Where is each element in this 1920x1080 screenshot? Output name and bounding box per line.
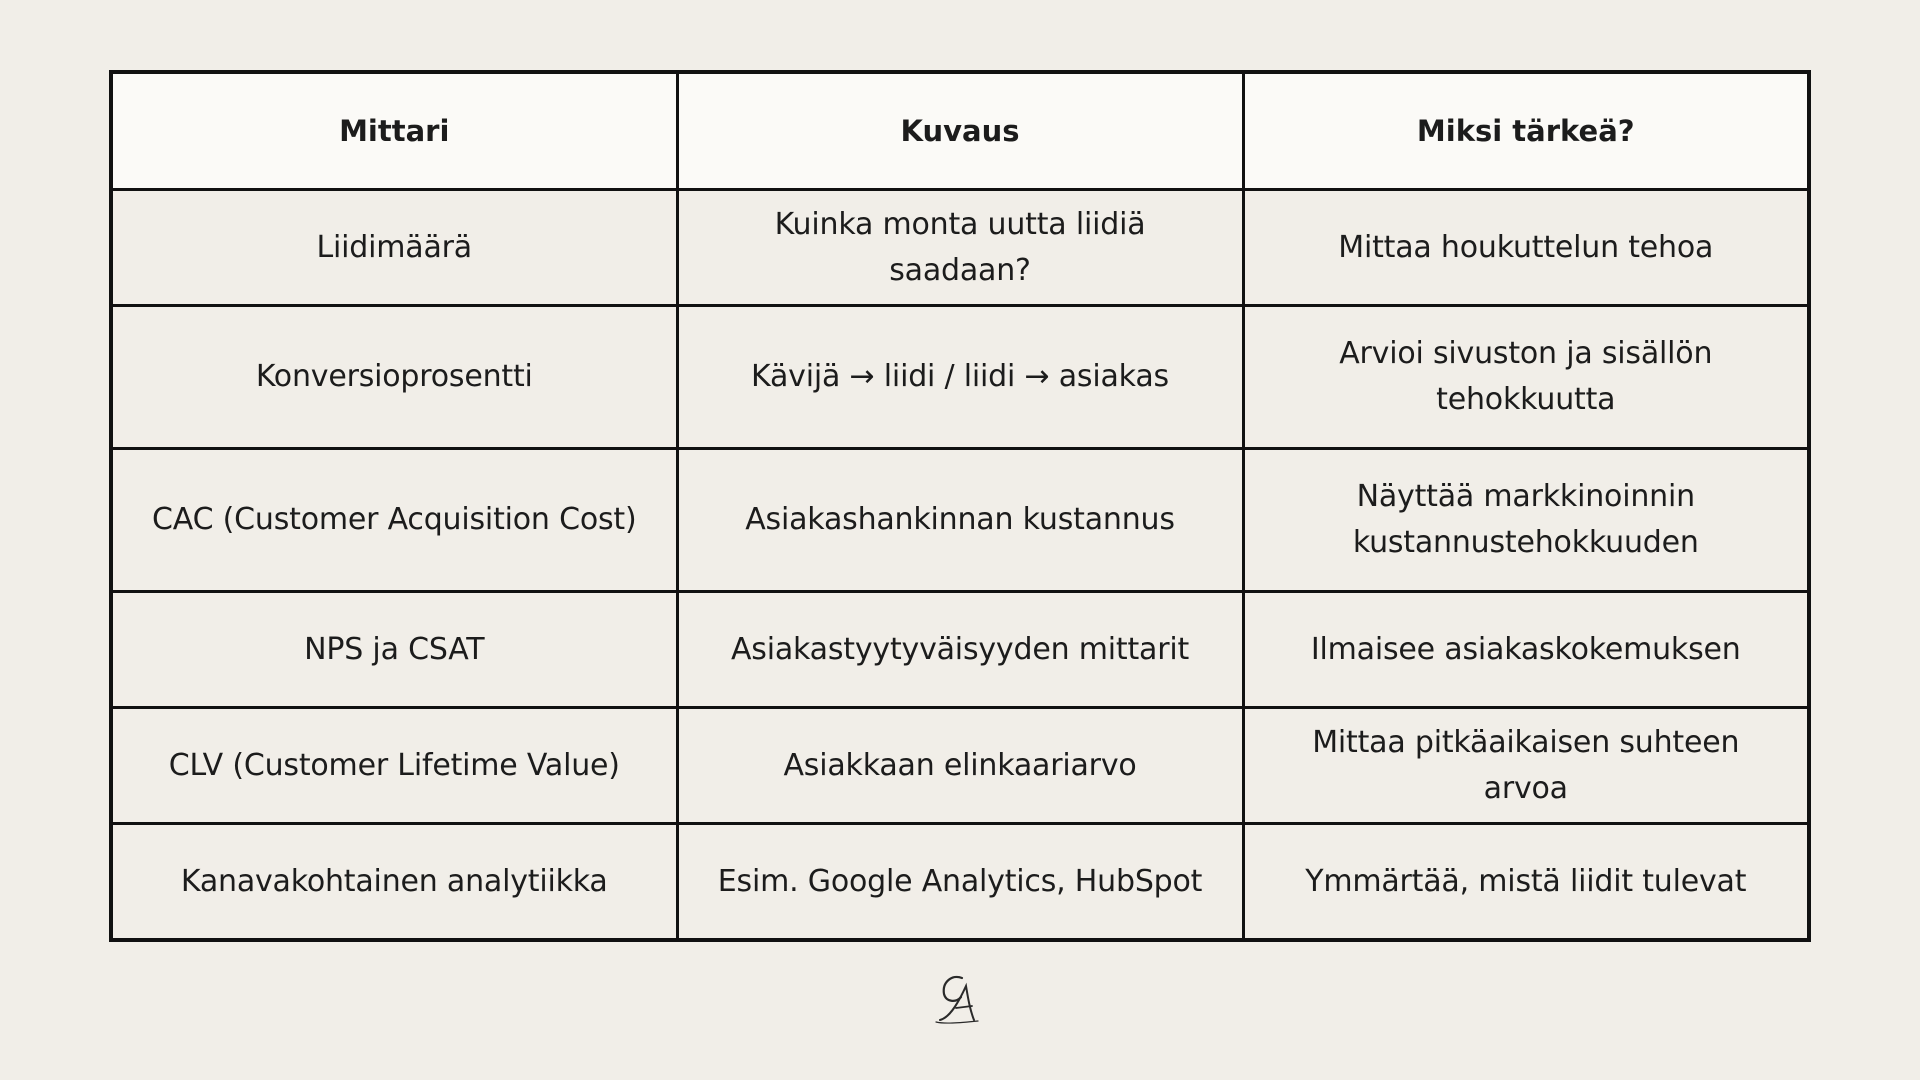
- ca-monogram-logo: [928, 968, 992, 1028]
- header-row: [111, 72, 1809, 190]
- cell-miksi-tarkea: Ymmärtää, mistä liidit tulevat: [1243, 824, 1809, 941]
- metrics-table: [109, 70, 1811, 942]
- cell-kuvaus: Asiakkaan elinkaariarvo: [677, 708, 1243, 824]
- cell-miksi-tarkea: Näyttää markkinoinnin kustannustehokkuuden: [1243, 449, 1809, 592]
- cell-kuvaus: Esim. Google Analytics, HubSpot: [677, 824, 1243, 941]
- cell-mittari: CAC (Customer Acquisition Cost): [111, 449, 677, 592]
- cell-miksi-tarkea: Arvioi sivuston ja sisällön tehokkuutta: [1243, 306, 1809, 449]
- cell-mittari: Konversioprosentti: [111, 306, 677, 449]
- table-row: [111, 592, 1809, 708]
- cell-kuvaus: Kävijä → liidi / liidi → asiakas: [677, 306, 1243, 449]
- cell-mittari: NPS ja CSAT: [111, 592, 677, 708]
- cell-miksi-tarkea: Mittaa houkuttelun tehoa: [1243, 190, 1809, 306]
- table-row: [111, 708, 1809, 824]
- cell-kuvaus: Asiakastyytyväisyyden mittarit: [677, 592, 1243, 708]
- cell-miksi-tarkea: Ilmaisee asiakaskokemuksen: [1243, 592, 1809, 708]
- header-mittari: Mittari: [111, 72, 677, 190]
- header-miksi-tarkea: Miksi tärkeä?: [1243, 72, 1809, 190]
- cell-mittari: Liidimäärä: [111, 190, 677, 306]
- cell-miksi-tarkea: Mittaa pitkäaikaisen suhteen arvoa: [1243, 708, 1809, 824]
- table-row: [111, 824, 1809, 941]
- cell-kuvaus: Kuinka monta uutta liidiä saadaan?: [677, 190, 1243, 306]
- cell-mittari: CLV (Customer Lifetime Value): [111, 708, 677, 824]
- header-kuvaus: Kuvaus: [677, 72, 1243, 190]
- table-row: [111, 306, 1809, 449]
- table-row: [111, 449, 1809, 592]
- cell-mittari: Kanavakohtainen analytiikka: [111, 824, 677, 941]
- table-row: [111, 190, 1809, 306]
- cell-kuvaus: Asiakashankinnan kustannus: [677, 449, 1243, 592]
